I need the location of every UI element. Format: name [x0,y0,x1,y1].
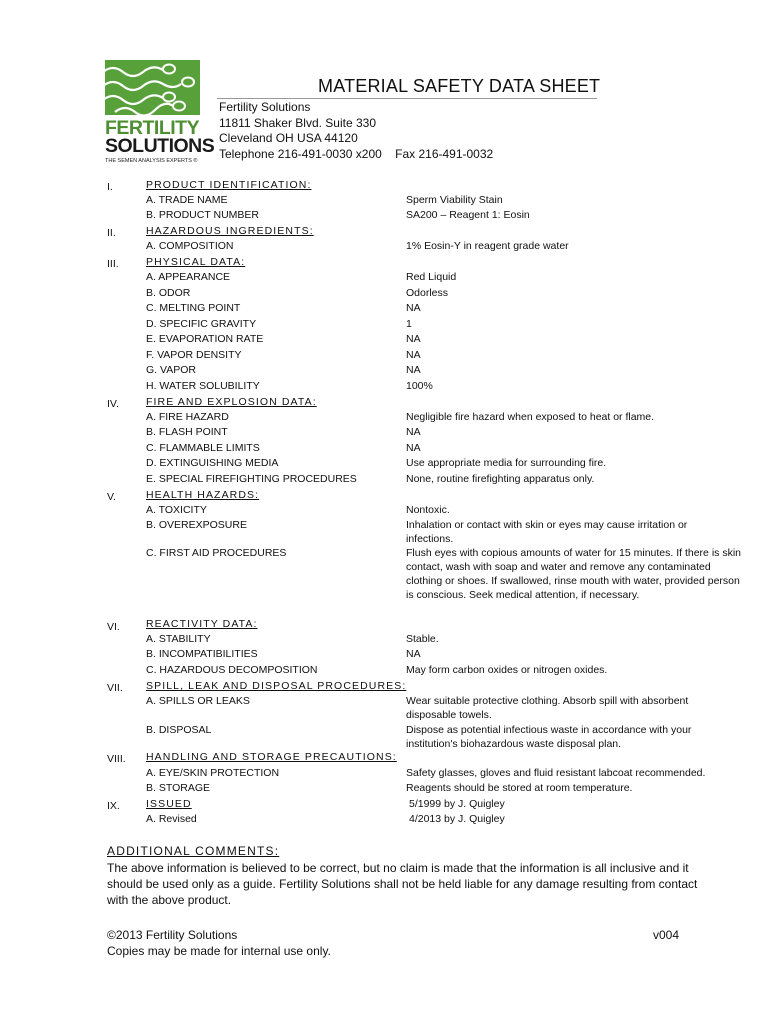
field-label: A. STABILITY [146,633,211,645]
field-value: Nontoxic. [406,504,450,516]
field-label: A. TOXICITY [146,504,207,516]
company-logo [105,60,215,164]
field-value: Negligible fire hazard when exposed to heat or flame. [406,411,655,423]
section-number: I. [107,181,113,193]
field-value: 100% [406,380,433,392]
field-value: Inhalation or contact with skin or eyes may cause irritation or infections. [406,519,688,545]
additional-comments-heading: ADDITIONAL COMMENTS: [107,844,280,858]
document-title: MATERIAL SAFETY DATA SHEET [318,76,601,96]
section-number: VIII. [107,753,126,765]
section-heading: FIRE AND EXPLOSION DATA: [146,396,317,408]
field-label: A. TRADE NAME [146,194,228,206]
field-value: Use appropriate media for surrounding fire. [406,457,607,469]
additional-comments-text: The above information is believed to be correct, but no claim is made that the information is all inclusive and it should be used only as a guide. Fertility Solutions shall not be held liable for any damage resulting from contact with the above product. [107,861,698,907]
company-phone: Telephone 216-491-0030 x200 Fax 216-491-0032 [219,147,494,161]
section-number: III. [107,258,119,270]
logo-line2: SOLUTIONS [105,135,215,157]
field-label: E. EVAPORATION RATE [146,333,264,345]
field-label: B. STORAGE [146,782,210,794]
copy-note: Copies may be made for internal use only. [107,944,331,958]
title-rule [217,98,597,99]
section-number: VII. [107,682,123,694]
logo-graphic [105,60,200,115]
section-number: II. [107,227,116,239]
section-heading: PHYSICAL DATA: [146,256,246,268]
field-label: C. HAZARDOUS DECOMPOSITION [146,664,318,676]
field-label: C. MELTING POINT [146,302,241,314]
field-label: A. APPEARANCE [146,271,231,283]
field-label: D. EXTINGUISHING MEDIA [146,457,279,469]
field-value: Red Liquid [406,271,457,283]
field-label: B. PRODUCT NUMBER [146,209,259,221]
company-city: Cleveland OH USA 44120 [219,131,358,145]
field-label: C. FLAMMABLE LIMITS [146,442,260,454]
field-label: F. VAPOR DENSITY [146,349,242,361]
field-label: C. FIRST AID PROCEDURES [146,547,287,559]
field-value: NA [406,302,421,314]
field-value: NA [406,648,421,660]
field-value: NA [406,426,421,438]
field-value: 4/2013 by J. Quigley [409,813,505,825]
field-value: None, routine firefighting apparatus only. [406,473,595,485]
field-label: A. COMPOSITION [146,240,234,252]
company-name: Fertility Solutions [219,100,311,114]
field-value: 1 [406,318,412,330]
field-label: A. FIRE HAZARD [146,411,229,423]
field-value: May form carbon oxides or nitrogen oxides. [406,664,608,676]
logo-tagline: THE SEMEN ANALYSIS EXPERTS ® [105,158,198,164]
field-value: Stable. [406,633,439,645]
section-heading: REACTIVITY DATA: [146,618,258,630]
field-value: NA [406,349,421,361]
section-heading: ISSUED [146,798,192,810]
field-label: A. SPILLS OR LEAKS [146,695,250,707]
field-value: Reagents should be stored at room temperature. [406,782,633,794]
field-value: Odorless [406,287,449,299]
field-value: Sperm Viability Stain [406,194,503,206]
field-label: A. EYE/SKIN PROTECTION [146,767,280,779]
field-value: Safety glasses, gloves and fluid resistant labcoat recommended. [406,767,706,779]
field-value: Flush eyes with copious amounts of water for 15 minutes. If there is skin contact, wash with soap and water and remove any contaminated clothing or shoes. If swallowed, rinse mouth with water, provided person is conscious. Seek medical attention, if necessary. [406,547,741,601]
field-value: SA200 – Reagent 1: Eosin [406,209,530,221]
field-label: G. VAPOR [146,364,196,376]
field-value: NA [406,333,421,345]
company-street: 11811 Shaker Blvd. Suite 330 [219,116,376,130]
field-label: A. Revised [146,813,197,825]
section-heading: HANDLING AND STORAGE PRECAUTIONS: [146,751,397,763]
field-label: H. WATER SOLUBILITY [146,380,260,392]
field-label: B. OVEREXPOSURE [146,519,247,531]
section-number: IV. [107,398,119,410]
field-label: B. FLASH POINT [146,426,228,438]
field-value: Dispose as potential infectious waste in accordance with your institution's biohazardous waste disposal plan. [406,724,692,750]
section-number: V. [107,491,116,503]
field-value: Wear suitable protective clothing. Absorb spill with absorbent disposable towels. [406,695,689,721]
field-label: B. ODOR [146,287,191,299]
section-heading: HEALTH HAZARDS: [146,489,260,501]
field-label: B. INCOMPATIBILITIES [146,648,258,660]
field-label: E. SPECIAL FIREFIGHTING PROCEDURES [146,473,357,485]
sperm-waves-icon [105,60,200,115]
field-value: 5/1999 by J. Quigley [409,798,505,810]
section-heading: SPILL, LEAK AND DISPOSAL PROCEDURES: [146,680,407,692]
section-number: VI. [107,621,120,633]
section-heading: HAZARDOUS INGREDIENTS: [146,225,314,237]
field-value: 1% Eosin-Y in reagent grade water [406,240,569,252]
field-value: NA [406,442,421,454]
field-label: B. DISPOSAL [146,724,212,736]
version-label: v004 [653,928,680,942]
field-label: D. SPECIFIC GRAVITY [146,318,257,330]
section-heading: PRODUCT IDENTIFICATION: [146,179,312,191]
section-number: IX. [107,800,120,812]
copyright: ©2013 Fertility Solutions [107,928,238,942]
logo-line1: FERTILITY [105,117,200,139]
field-value: NA [406,364,421,376]
